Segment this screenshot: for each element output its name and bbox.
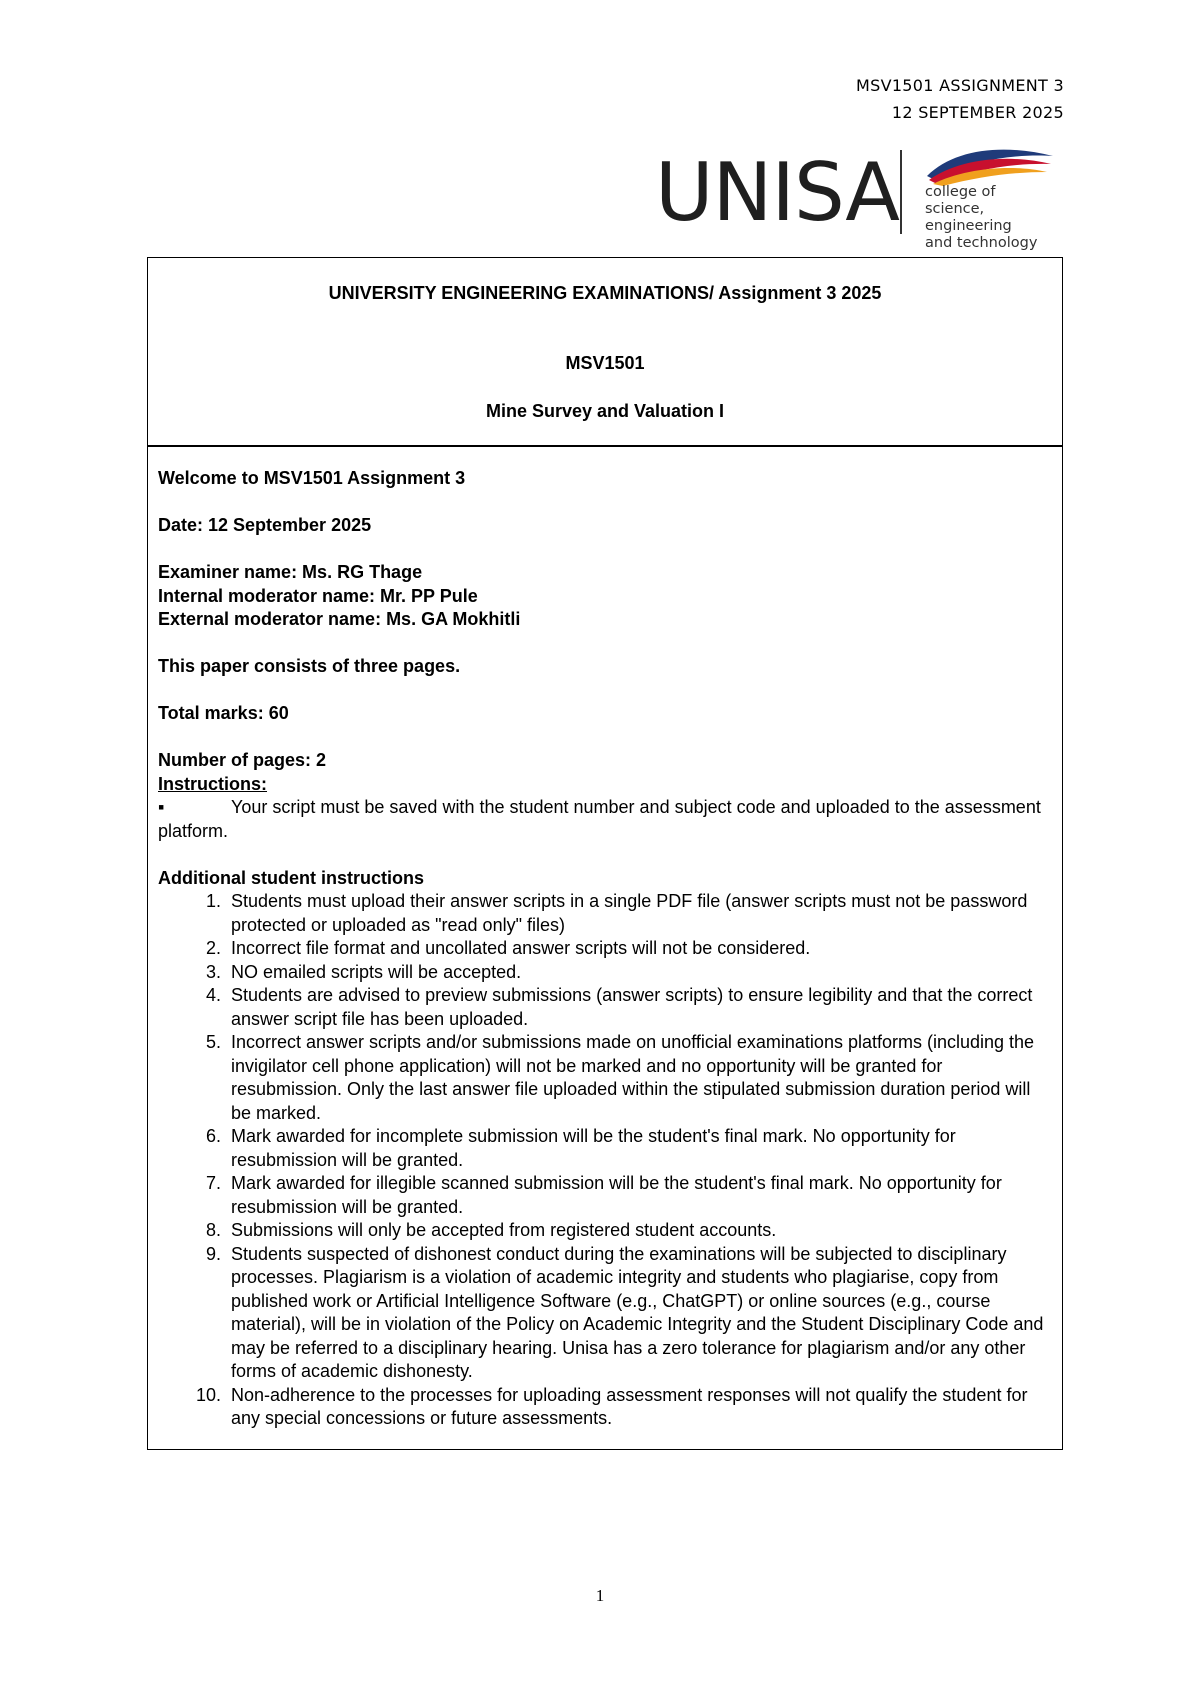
date-line: Date: 12 September 2025 [158, 515, 372, 535]
logo-swoosh-icon [925, 146, 1055, 186]
examiner-line: Examiner name: Ms. RG Thage [158, 562, 423, 582]
list-item-number: 4. [205, 985, 221, 1005]
list-item-number: 6. [205, 1126, 221, 1146]
list-item [158, 1031, 1050, 1125]
list-item [158, 1384, 1050, 1431]
list-item-number: 5. [205, 1032, 221, 1052]
additional-instructions-list [158, 890, 1050, 1431]
external-moderator-line: External moderator name: Ms. GA Mokhitli [158, 609, 521, 629]
exam-details-section [148, 447, 1062, 1449]
internal-moderator-line: Internal moderator name: Mr. PP Pule [158, 585, 478, 606]
total-marks: Total marks: 60 [158, 703, 289, 723]
list-item [158, 937, 1050, 961]
list-item-text: Incorrect file format and uncollated answer scripts will not be considered. [231, 938, 811, 958]
logo-subtitle-line: and technology [925, 235, 1038, 251]
list-item [158, 1125, 1050, 1172]
header-date-line: 12 SEPTEMBER 2025 [891, 103, 1064, 122]
bullet-text: Your script must be saved with the student number and subject code and uploaded to the assessment platform. [158, 797, 1041, 841]
list-item [158, 890, 1050, 937]
list-item-number: 9. [205, 1243, 221, 1264]
logo-subtitle [925, 184, 1065, 252]
exam-cover-box [147, 257, 1063, 1450]
list-item [158, 961, 1050, 985]
instruction-bullet [158, 796, 1050, 843]
list-item-text: Incorrect answer scripts and/or submissions made on unofficial examinations platforms (including the invigilator cell phone application) will not be marked and no opportunity will be granted for resubmission. Only the last answer file uploaded within the stipulated submission duration period will be marked. [231, 1032, 1035, 1123]
list-item-number: 8. [205, 1220, 221, 1240]
bullet-icon: ▪ [158, 797, 165, 817]
list-item-text: Students suspected of dishonest conduct during the examinations will be subjected to disciplinary processes. Plagiarism is a violation of academic integrity and students who plagiarise, copy from published work or Artificial Intelligence Software (e.g., ChatGPT) or online sources (e.g., course material), will be in violation of the Policy on Academic Integrity and the Student Disciplinary Code and may be referred to a disciplinary hearing. Unisa has a zero tolerance for plagiarism and/or any other forms of academic dishonesty. [231, 1243, 1044, 1381]
list-item-number: 7. [205, 1173, 221, 1193]
welcome-line: Welcome to MSV1501 Assignment 3 [158, 468, 466, 488]
list-item [158, 1172, 1050, 1219]
list-item-text: Mark awarded for incomplete submission will be the student's final mark. No opportunity for resubmission will be granted. [231, 1126, 956, 1170]
unisa-logo [655, 146, 1065, 251]
page-number: 1 [595, 1586, 605, 1605]
list-item-text: Mark awarded for illegible scanned submission will be the student's final mark. No opportunity for resubmission will be granted. [231, 1173, 1002, 1217]
logo-subtitle-line: science, engineering [925, 201, 1012, 234]
logo-subtitle-line: college of [925, 184, 996, 200]
list-item-text: Non-adherence to the processes for uploading assessment responses will not qualify the student for any special concessions or future assessments. [231, 1384, 1028, 1428]
list-item-text: NO emailed scripts will be accepted. [231, 961, 522, 982]
list-item-text: Students must upload their answer scripts in a single PDF file (answer scripts must not be password protected or uploaded as "read only" files) [231, 891, 1028, 935]
list-item-number: 3. [205, 961, 221, 982]
module-code: MSV1501 [565, 353, 645, 373]
header-course-line: MSV1501 ASSIGNMENT 3 [856, 76, 1064, 95]
module-name: Mine Survey and Valuation I [485, 401, 725, 421]
logo-divider [900, 150, 902, 234]
additional-instructions-heading: Additional student instructions [158, 867, 424, 888]
pages-statement: This paper consists of three pages. [158, 656, 461, 676]
document-header [856, 72, 1064, 126]
list-item [158, 984, 1050, 1031]
instructions-heading: Instructions: [158, 773, 268, 794]
exam-title: UNIVERSITY ENGINEERING EXAMINATIONS/ Assignment 3 2025 [328, 283, 882, 303]
list-item-number: 1. [205, 891, 221, 911]
exam-title-section [148, 258, 1062, 447]
list-item [158, 1243, 1050, 1384]
list-item-text: Students are advised to preview submissions (answer scripts) to ensure legibility and that the correct answer script file has been uploaded. [231, 985, 1033, 1029]
list-item-text: Submissions will only be accepted from registered student accounts. [231, 1220, 777, 1240]
list-item [158, 1219, 1050, 1243]
logo-wordmark: UNISA [655, 146, 899, 239]
number-of-pages: Number of pages: 2 [158, 750, 327, 770]
list-item-number: 2. [205, 938, 221, 958]
list-item-number: 10. [195, 1384, 221, 1405]
